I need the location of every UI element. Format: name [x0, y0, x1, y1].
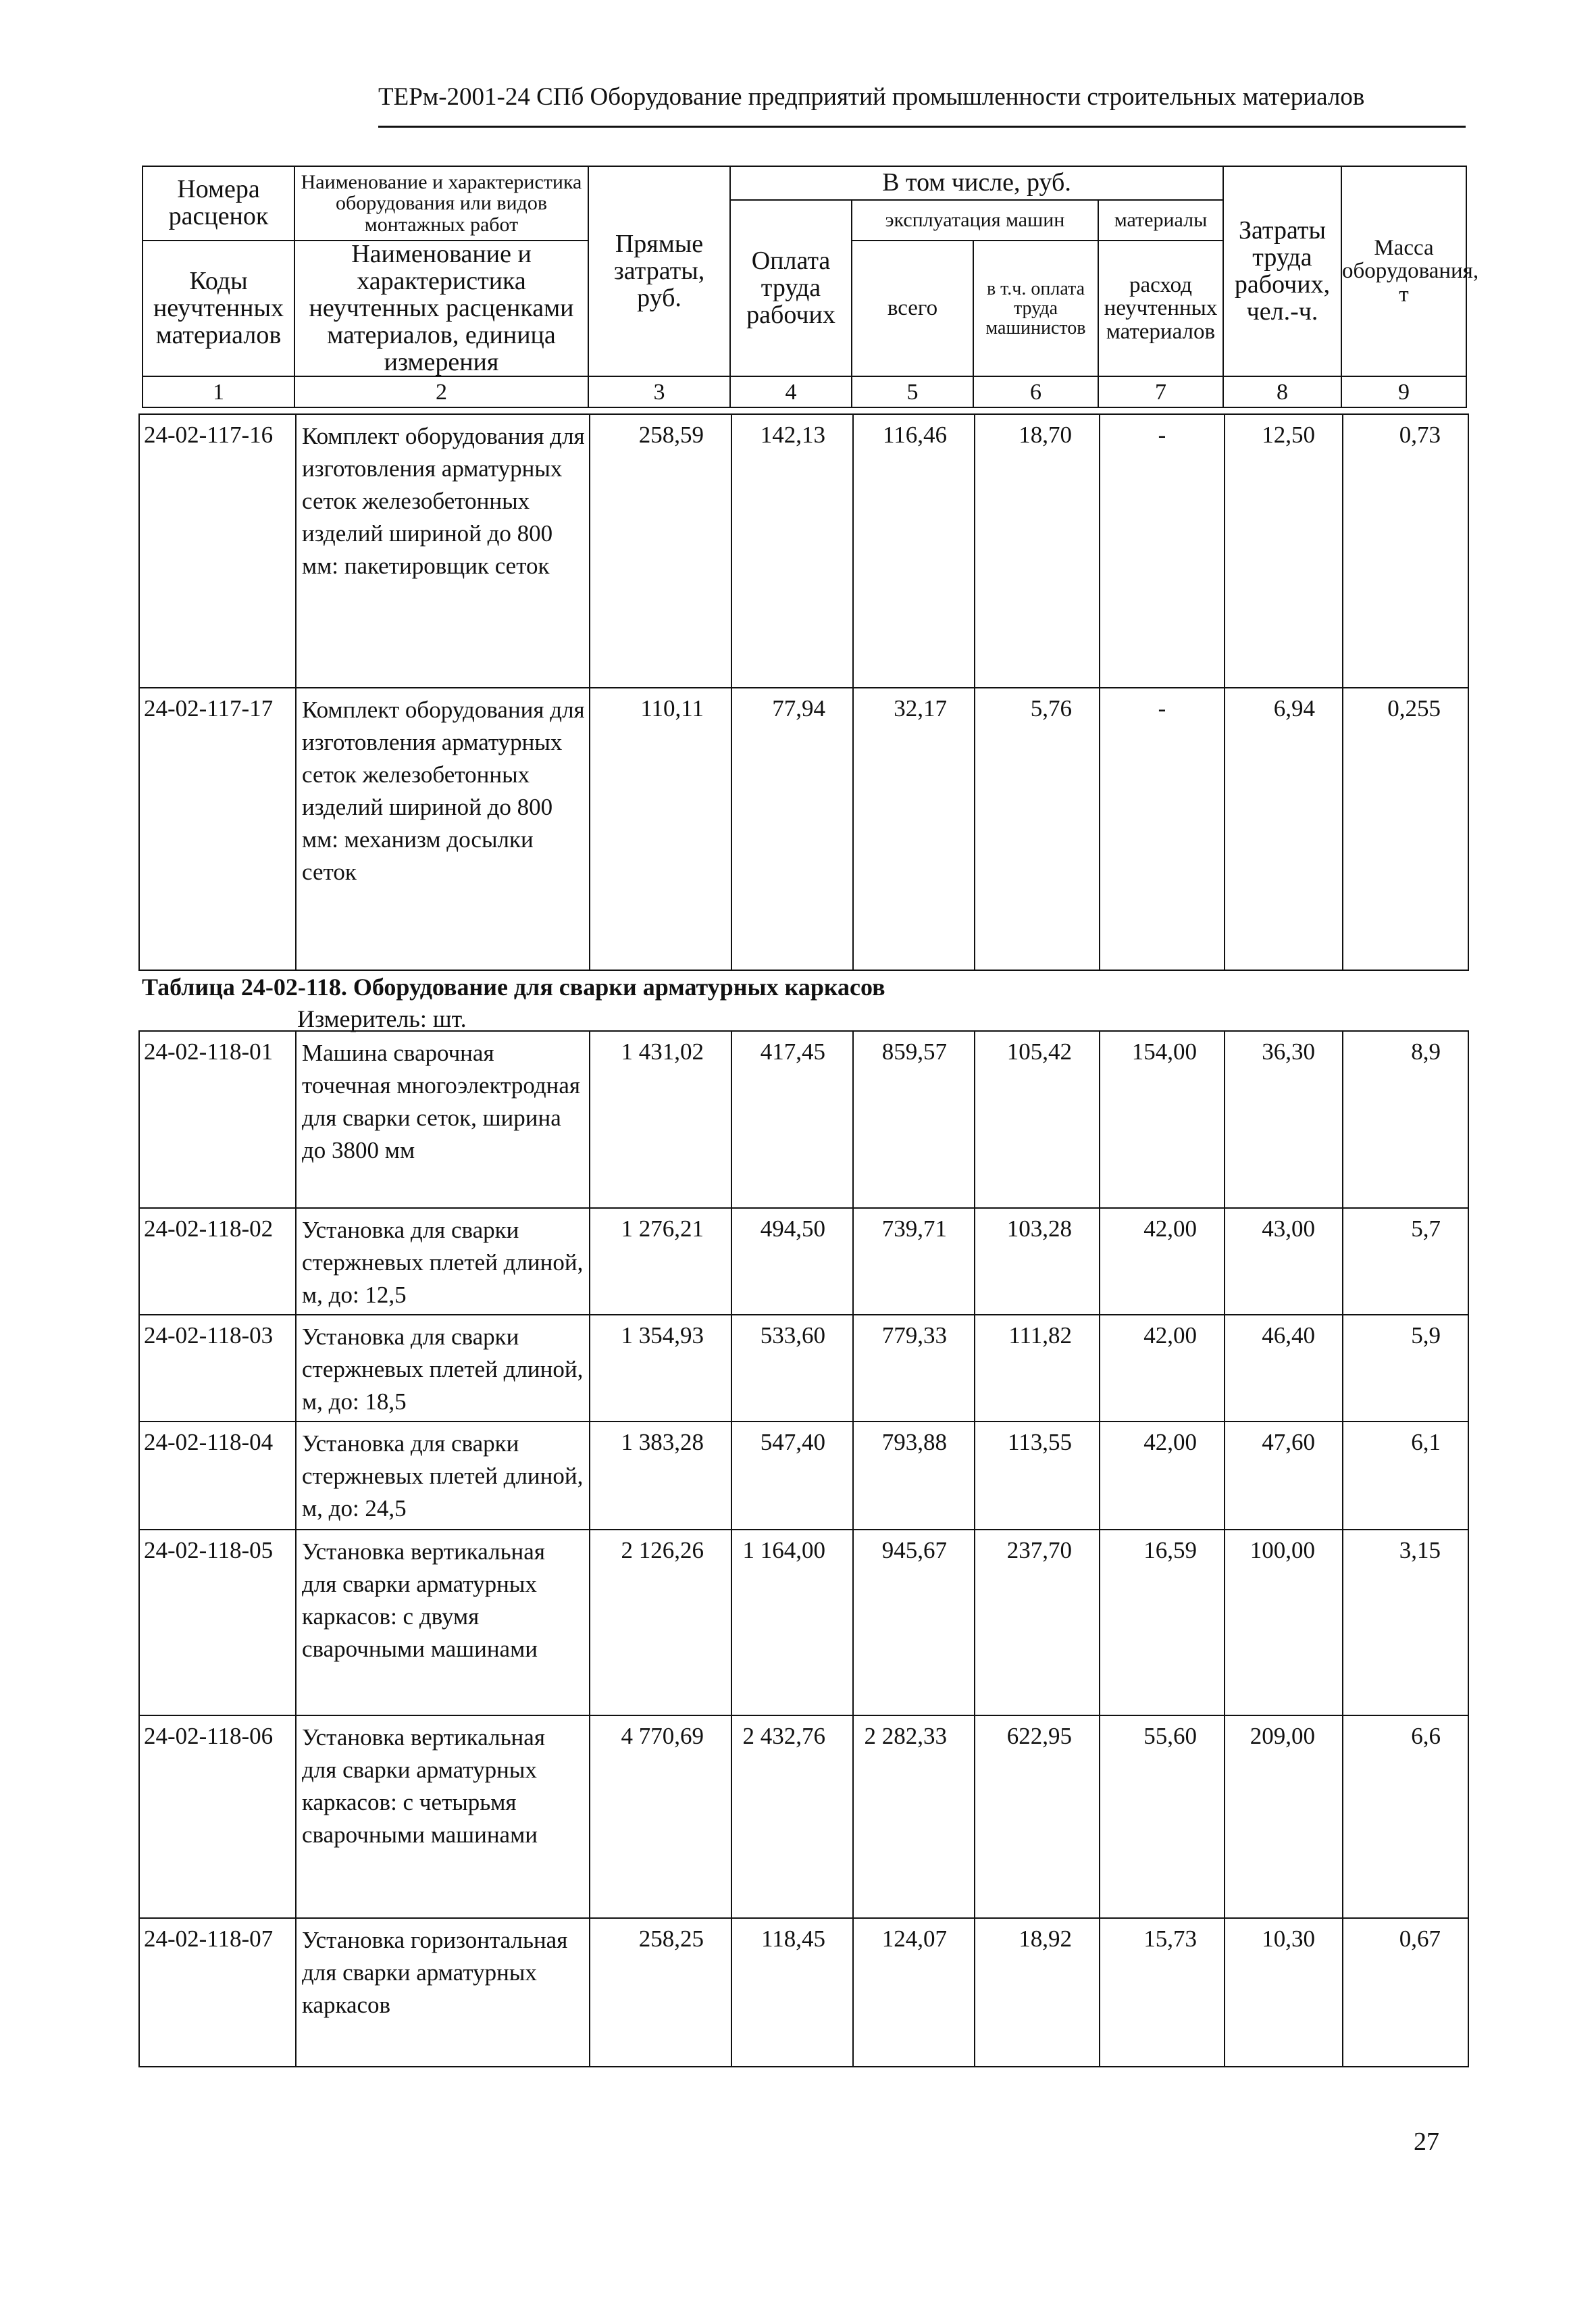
rate-name: Установка вертикальная для сварки арматурных каркасов: с четырьмя сварочными машинами	[296, 1715, 590, 1918]
machines-total: 116,46	[853, 414, 975, 688]
rate-code: 24-02-118-05	[139, 1530, 296, 1715]
worker-pay: 533,60	[731, 1315, 853, 1422]
rate-name: Установка вертикальная для сварки арматурных каркасов: с двумя сварочными машинами	[296, 1530, 590, 1715]
worker-pay: 77,94	[731, 688, 853, 970]
materials: 42,00	[1100, 1208, 1225, 1315]
rate-name: Установка для сварки стержневых плетей длиной, м, до: 12,5	[296, 1208, 590, 1315]
direct-costs: 1 383,28	[590, 1422, 731, 1530]
equipment-mass: 6,6	[1343, 1715, 1468, 1918]
direct-costs: 110,11	[590, 688, 731, 970]
col-header-labor-hours: Затраты труда рабочих, чел.-ч.	[1223, 166, 1341, 376]
materials: 42,00	[1100, 1422, 1225, 1530]
rate-code: 24-02-118-07	[139, 1918, 296, 2067]
table-row	[139, 1530, 1468, 1715]
operators-pay: 5,76	[975, 688, 1100, 970]
direct-costs: 258,25	[590, 1918, 731, 2067]
direct-costs: 4 770,69	[590, 1715, 731, 1918]
worker-pay: 142,13	[731, 414, 853, 688]
machines-total: 793,88	[853, 1422, 975, 1530]
operators-pay: 111,82	[975, 1315, 1100, 1422]
equipment-mass: 0,73	[1343, 414, 1468, 688]
worker-pay: 118,45	[731, 1918, 853, 2067]
table-row	[139, 1315, 1468, 1422]
rate-code: 24-02-118-02	[139, 1208, 296, 1315]
table-row	[139, 1422, 1468, 1530]
machines-total: 859,57	[853, 1031, 975, 1208]
equipment-mass: 5,9	[1343, 1315, 1468, 1422]
materials: 16,59	[1100, 1530, 1225, 1715]
col-header-machines-total: всего	[852, 241, 973, 376]
direct-costs: 258,59	[590, 414, 731, 688]
equipment-mass: 8,9	[1343, 1031, 1468, 1208]
table-row	[139, 688, 1468, 970]
rates-table-117	[138, 413, 1469, 971]
labor-hours: 36,30	[1225, 1031, 1343, 1208]
table-row	[139, 1715, 1468, 1918]
operators-pay: 18,70	[975, 414, 1100, 688]
col-number: 3	[588, 376, 730, 407]
col-number: 7	[1098, 376, 1223, 407]
worker-pay: 2 432,76	[731, 1715, 853, 1918]
direct-costs: 1 276,21	[590, 1208, 731, 1315]
rate-code: 24-02-118-01	[139, 1031, 296, 1208]
col-header-worker-pay: Оплата труда рабочих	[730, 200, 852, 376]
col-number: 6	[973, 376, 1098, 407]
rate-name: Установка для сварки стержневых плетей длиной, м, до: 18,5	[296, 1315, 590, 1422]
machines-total: 739,71	[853, 1208, 975, 1315]
machines-total: 124,07	[853, 1918, 975, 2067]
labor-hours: 46,40	[1225, 1315, 1343, 1422]
rate-name: Комплект оборудования для изготовления арматурных сеток железобетонных изделий шириной до 800 мм: пакетировщик сеток	[296, 414, 590, 688]
labor-hours: 100,00	[1225, 1530, 1343, 1715]
rate-code: 24-02-118-04	[139, 1422, 296, 1530]
col-header-operators-pay: в т.ч. оплата труда машинистов	[973, 241, 1098, 376]
machines-total: 779,33	[853, 1315, 975, 1422]
col-header-codes-bottom: Коды неучтенных материалов	[143, 241, 294, 376]
machines-total: 945,67	[853, 1530, 975, 1715]
worker-pay: 1 164,00	[731, 1530, 853, 1715]
col-header-equipment-mass: Масса оборудования, т	[1341, 166, 1466, 376]
table-title: Таблица 24-02-118. Оборудование для сварки арматурных каркасов	[142, 974, 885, 1001]
direct-costs: 1 354,93	[590, 1315, 731, 1422]
materials: 15,73	[1100, 1918, 1225, 2067]
col-header-direct-costs: Прямые затраты, руб.	[588, 166, 730, 376]
col-number: 1	[143, 376, 294, 407]
rate-name: Установка для сварки стержневых плетей длиной, м, до: 24,5	[296, 1422, 590, 1530]
col-number: 8	[1223, 376, 1341, 407]
direct-costs: 2 126,26	[590, 1530, 731, 1715]
page-header: ТЕРм-2001-24 СПб Оборудование предприятий промышленности строительных материалов	[378, 83, 1365, 111]
machines-total: 2 282,33	[853, 1715, 975, 1918]
operators-pay: 103,28	[975, 1208, 1100, 1315]
rate-code: 24-02-118-06	[139, 1715, 296, 1918]
operators-pay: 622,95	[975, 1715, 1100, 1918]
labor-hours: 6,94	[1225, 688, 1343, 970]
rate-code: 24-02-117-17	[139, 688, 296, 970]
materials: 154,00	[1100, 1031, 1225, 1208]
materials: 55,60	[1100, 1715, 1225, 1918]
col-number: 9	[1341, 376, 1466, 407]
operators-pay: 113,55	[975, 1422, 1100, 1530]
col-header-materials-consumption: расход неучтенных материалов	[1098, 241, 1223, 376]
labor-hours: 47,60	[1225, 1422, 1343, 1530]
labor-hours: 209,00	[1225, 1715, 1343, 1918]
labor-hours: 10,30	[1225, 1918, 1343, 2067]
materials: -	[1100, 414, 1225, 688]
rate-name: Установка горизонтальная для сварки арматурных каркасов	[296, 1918, 590, 2067]
worker-pay: 547,40	[731, 1422, 853, 1530]
direct-costs: 1 431,02	[590, 1031, 731, 1208]
table-row	[139, 1918, 1468, 2067]
materials: -	[1100, 688, 1225, 970]
table-row	[139, 1031, 1468, 1208]
table-row	[139, 414, 1468, 688]
col-header-codes-top: Номера расценок	[143, 166, 294, 241]
col-header-name-top: Наименование и характеристика оборудования или видов монтажных работ	[294, 166, 588, 241]
operators-pay: 237,70	[975, 1530, 1100, 1715]
operators-pay: 18,92	[975, 1918, 1100, 2067]
page-number: 27	[1414, 2128, 1439, 2156]
worker-pay: 494,50	[731, 1208, 853, 1315]
equipment-mass: 0,255	[1343, 688, 1468, 970]
labor-hours: 12,50	[1225, 414, 1343, 688]
col-number: 4	[730, 376, 852, 407]
col-header-group-title: В том числе, руб.	[730, 166, 1223, 200]
equipment-mass: 6,1	[1343, 1422, 1468, 1530]
col-number: 5	[852, 376, 973, 407]
header-rule	[378, 126, 1466, 128]
labor-hours: 43,00	[1225, 1208, 1343, 1315]
rate-name: Комплект оборудования для изготовления арматурных сеток железобетонных изделий шириной до 800 мм: механизм досылки сеток	[296, 688, 590, 970]
equipment-mass: 5,7	[1343, 1208, 1468, 1315]
rate-name: Машина сварочная точечная многоэлектродная для сварки сеток, ширина до 3800 мм	[296, 1031, 590, 1208]
col-header-name-bottom: Наименование и характеристика неучтенных расценками материалов, единица измерения	[294, 241, 588, 376]
col-header-machines-group: эксплуатация машин	[852, 200, 1098, 241]
materials: 42,00	[1100, 1315, 1225, 1422]
table-row	[139, 1208, 1468, 1315]
equipment-mass: 3,15	[1343, 1530, 1468, 1715]
rates-table-118	[138, 1030, 1469, 2067]
col-number: 2	[294, 376, 588, 407]
col-header-materials-group: материалы	[1098, 200, 1223, 241]
equipment-mass: 0,67	[1343, 1918, 1468, 2067]
machines-total: 32,17	[853, 688, 975, 970]
rate-code: 24-02-118-03	[139, 1315, 296, 1422]
rate-code: 24-02-117-16	[139, 414, 296, 688]
table-unit: Измеритель: шт.	[297, 1005, 467, 1032]
column-header-table	[142, 166, 1479, 408]
operators-pay: 105,42	[975, 1031, 1100, 1208]
worker-pay: 417,45	[731, 1031, 853, 1208]
